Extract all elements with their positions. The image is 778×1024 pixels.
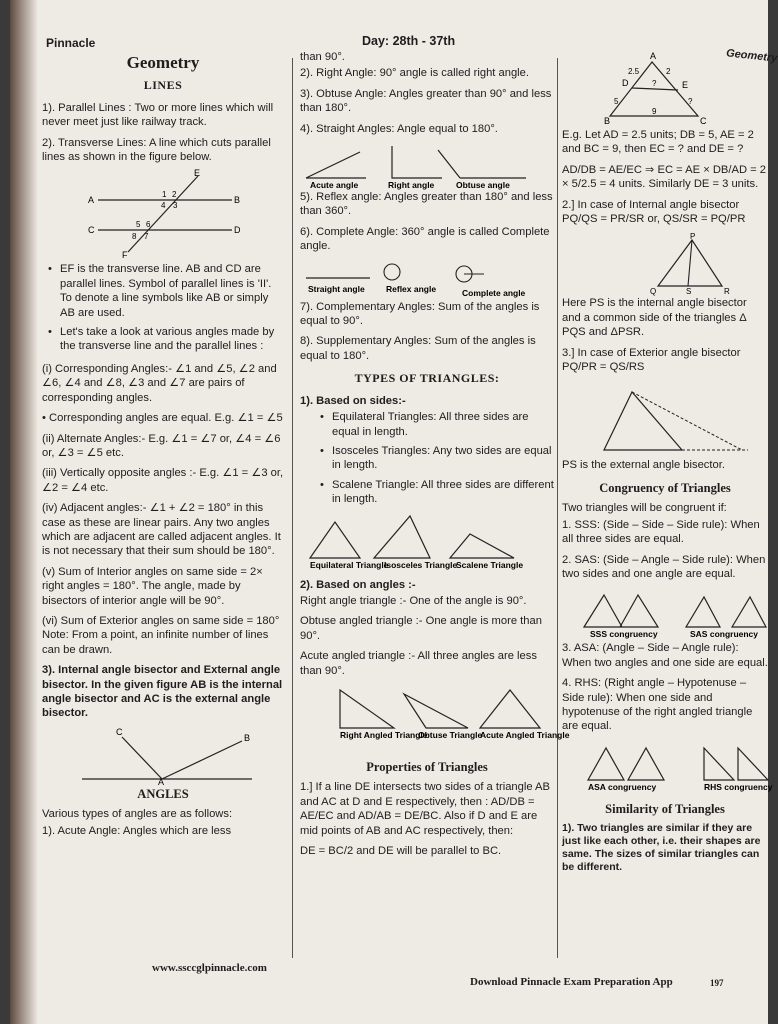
column-divider-1 [292,58,293,958]
transverse-lines-text: 2). Transverse Lines: A line which cuts parallel lines as shown in the figure below. [42,136,271,164]
asa-rhs-figure [562,740,773,794]
similarity-text: 1). Two triangles are similar if they are just like each other, i.e. their shapes are same. The sizes of similar triangles can be different. [562,822,761,874]
triangles-by-angles-figure [300,684,570,752]
external-bisector-figure [562,380,762,458]
line-de [632,88,678,90]
angle-bisector-text: 3). Internal angle bisector and External angle bisector. In the given figure AB is the internal angle bisector and AC is the external angle bisector. [42,664,283,720]
triangle-types-heading: TYPES OF TRIANGLES: [354,371,500,386]
right-caption: Right angle [388,180,435,191]
label-b: B [604,116,611,126]
lines-heading: LINES [143,78,183,93]
adjacent-angles: (iv) Adjacent angles:- ∠1 + ∠2 = 180° in this case as these are linear pairs. Any two angles which are adjacent are called adjacent angles. It is not necessary that their sum should be 180°. [42,502,281,558]
sss-shapes [584,595,658,627]
corresponding-equal: • Corresponding angles are equal. E.g. ∠1 = ∠5 [42,412,283,425]
obtuse-caption: Obtuse Triangle [418,729,483,740]
acute-triangle-shape [480,690,540,728]
bullet-transverse: • EF is the transverse line. AB and CD are parallel lines. Symbol of parallel lines is 'II'. To denote a line symbols like AB or simply AB are used. [60,262,284,320]
column-divider-2 [557,58,558,958]
angles-figure-1 [300,142,550,190]
exterior-angles: (vi) Sum of Exterior angles on same side = 180° [42,614,280,627]
page-title: Geometry [126,53,200,72]
rhs-caption: RHS congruency [704,781,773,792]
obtuse-triangle-text: Obtuse angled triangle :- One angle is more than 90°. [300,615,542,642]
right-triangle-text: Right angle triangle :- One of the angle is 90°. [300,594,527,607]
sss-sas-figure [562,587,768,641]
angle-5: 5 [136,220,141,230]
acute-continued: than 90°. [300,51,345,63]
external-bisector-note: PS is the external angle bisector. [562,459,725,472]
line-ef [128,176,198,252]
length-ec: ? [688,97,693,106]
angle-7: 7 [144,232,149,242]
scalene-caption: Scalene Triangle [456,559,524,570]
label-b: B [244,732,251,743]
angle-6: 6 [146,220,151,230]
angle-4: 4 [161,201,166,211]
sss-rule: 1. SSS: (Side – Side – Side rule): When all three sides are equal. [562,518,760,546]
isosceles-text: • Isosceles Triangles: Any two sides are equal in length. [332,444,554,473]
equilateral-shape [310,522,360,558]
label-e: E [194,168,201,179]
label-f: F [122,250,128,261]
obtuse-caption: Obtuse angle [456,180,510,191]
acute-angle-text: 1). Acute Angle: Angles which are less [42,824,232,837]
length-ae: 2 [666,67,671,76]
footer-app: Download Pinnacle Exam Preparation App [470,976,673,988]
notebook-page [10,0,778,1024]
property-1b: DE = BC/2 and DE will be parallel to BC. [300,845,502,857]
complete-angle-text: 6). Complete Angle: 360° angle is called Complete angle. [300,225,550,253]
page-shadow [10,0,38,1024]
complete-caption: Complete angle [462,287,526,298]
triangle-external [604,392,682,450]
angle-3: 3 [173,201,178,211]
angle-2: 2 [172,190,177,200]
label-d: D [622,78,629,88]
sss-caption: SSS congruency [590,629,658,640]
complementary-text: 7). Complementary Angles: Sum of the angles is equal to 90°. [300,300,540,328]
label-b: B [234,195,241,206]
sas-shapes [686,597,766,627]
isosceles-shape [374,516,430,558]
column-1 [42,50,284,844]
right-caption: Right Angled Triangle [340,729,428,740]
right-angle-text: 2). Right Angle: 90° angle is called right angle. [300,67,529,80]
internal-bisector-note: Here PS is the internal angle bisector and a common side of the triangles Δ PQS and ΔPSR. [562,297,747,339]
equilateral-text: • Equilateral Triangles: All three sides are equal in length. [332,410,554,439]
acute-angle-shape [306,152,366,178]
note-lines: Note: From a point, an infinite number of lines can be drawn. [42,629,269,656]
obtuse-triangle-shape [404,694,468,728]
external-bisector-text: 3.] In case of Exterior angle bisector PQ/PR = QS/RS [562,346,741,374]
length-de: ? [652,79,657,88]
angle-8: 8 [132,232,137,242]
supplementary-text: 8). Supplementary Angles: Sum of the angles is equal to 180°. [300,335,536,362]
label-a: A [158,776,165,787]
acute-caption: Acute Angled Triangle [480,729,570,740]
column-2 [300,50,570,864]
bisector-figure [62,727,262,785]
label-r: R [724,287,730,297]
acute-caption: Acute angle [310,180,359,191]
corresponding-angles: (i) Corresponding Angles:- ∠1 and ∠5, ∠2 and ∠6, ∠4 and ∠8, ∠3 and ∠7 are pairs of corresponding angles. [42,362,277,404]
similarity-heading: Similarity of Triangles [605,801,725,816]
triangles-by-sides-figure [300,512,550,578]
angles-heading: ANGLES [137,786,189,801]
label-c: C [700,116,707,126]
ray-ab [162,741,242,779]
reflex-angle-text: 5). Reflex angle: Angles greater than 180° and less than 360°. [300,191,553,218]
property-1: 1.] If a line DE intersects two sides of a triangle AB and AC at D and E respectively, then : AD/DB = AE/EC and AD/AB = DE/BC. Also if D and E are mid points of AB and AC respectively, then: [300,781,550,837]
internal-bisector-text: 2.] In case of Internal angle bisector PQ/QS = PR/SR or, QS/SR = PQ/PR [562,198,746,226]
label-d: D [234,225,241,236]
based-on-sides: 1). Based on sides:- [300,394,406,407]
footer-website: www.ssccglpinnacle.com [152,962,267,974]
interior-angles: (v) Sum of Interior angles on same side = 2× right angles = 180°. The angle, made by bisectors of interior angle will be 90°. [42,565,263,607]
ray-ac [122,737,162,779]
length-bc: 9 [652,107,657,116]
equilateral-caption: Equilateral Triangle [310,559,389,570]
length-ad: 2.5 [628,67,640,76]
label-p: P [690,232,696,242]
congruency-intro: Two triangles will be congruent if: [562,502,727,515]
angles-figure-2 [300,260,550,300]
isosceles-caption: Isosceles Triangle [384,559,458,570]
alternate-angles: (ii) Alternate Angles:- E.g. ∠1 = ∠7 or, ∠4 = ∠6 or, ∠3 = ∠5 etc. [42,432,281,459]
straight-caption: Straight angle [308,283,365,294]
rhs-rule: 4. RHS: (Right angle – Hypotenuse – Side rule): When one side and hypotenuse of the right angled triangle are equal. [562,677,753,733]
reflex-angle-shape [384,264,400,280]
angle-1: 1 [162,190,167,200]
footer-page-number: 197 [710,978,724,988]
example-text: E.g. Let AD = 2.5 units; DB = 5, AE = 2 and BC = 9, then EC = ? and DE = ? [562,129,754,156]
acute-triangle-text: Acute angled triangle :- All three angles are less than 90°. [300,650,537,677]
sas-rule: 2. SAS: (Side – Angle – Side rule): When two sides and one angle are equal. [562,553,766,580]
label-c: C [88,225,95,236]
reflex-caption: Reflex angle [386,283,437,294]
congruency-heading: Congruency of Triangles [599,480,731,495]
angles-intro: Various types of angles are as follows: [42,808,233,821]
similar-lines-figure [562,50,762,124]
length-db: 5 [614,97,619,106]
straight-angle-text: 4). Straight Angles: Angle equal to 180°. [300,122,498,135]
label-a: A [88,195,95,206]
asa-shapes [588,748,664,780]
rhs-shapes [704,748,768,780]
running-header: Geometry [725,47,778,65]
asa-rule: 3. ASA: (Angle – Side – Angle rule): When two angles and one side are equal. [562,642,768,669]
example-solution: AD/DB = AE/EC ⇒ EC = AE × DB/AD = 2 × 5/2.5 = 4 units. Similarly DE = 3 units. [562,163,766,191]
vertically-opposite: (iii) Vertically opposite angles :- E.g. ∠1 = ∠3 or, ∠2 = ∠4 etc. [42,467,284,494]
asa-caption: ASA congruency [588,781,657,792]
bullet-angles: • Let's take a look at various angles made by the transverse line and the parallel lines : [60,325,284,354]
label-c: C [116,726,123,737]
label-a: A [650,51,657,61]
label-s: S [686,287,692,297]
transverse-figure [82,168,242,261]
obtuse-angle-text: 3). Obtuse Angle: Angles greater than 90° and less than 180°. [300,87,552,115]
external-bisector-line [632,392,742,450]
internal-bisector-figure [562,232,762,296]
based-on-angles: 2). Based on angles :- [300,578,416,591]
column-3 [562,50,773,880]
day-header: Day: 28th - 37th [362,34,456,48]
parallel-lines-text: 1). Parallel Lines : Two or more lines which will never meet just like railway track. [42,101,274,129]
right-angle-shape [392,146,442,178]
right-triangle-shape [340,690,394,728]
brand-header: Pinnacle [46,36,96,50]
label-e: E [682,80,689,90]
obtuse-angle-shape [438,150,526,178]
scalene-text: • Scalene Triangle: All three sides are different in length. [332,478,554,507]
sas-caption: SAS congruency [690,629,759,640]
line-ps [688,240,692,286]
label-q: Q [650,287,657,297]
properties-heading: Properties of Triangles [366,759,488,774]
scalene-shape [450,534,514,558]
